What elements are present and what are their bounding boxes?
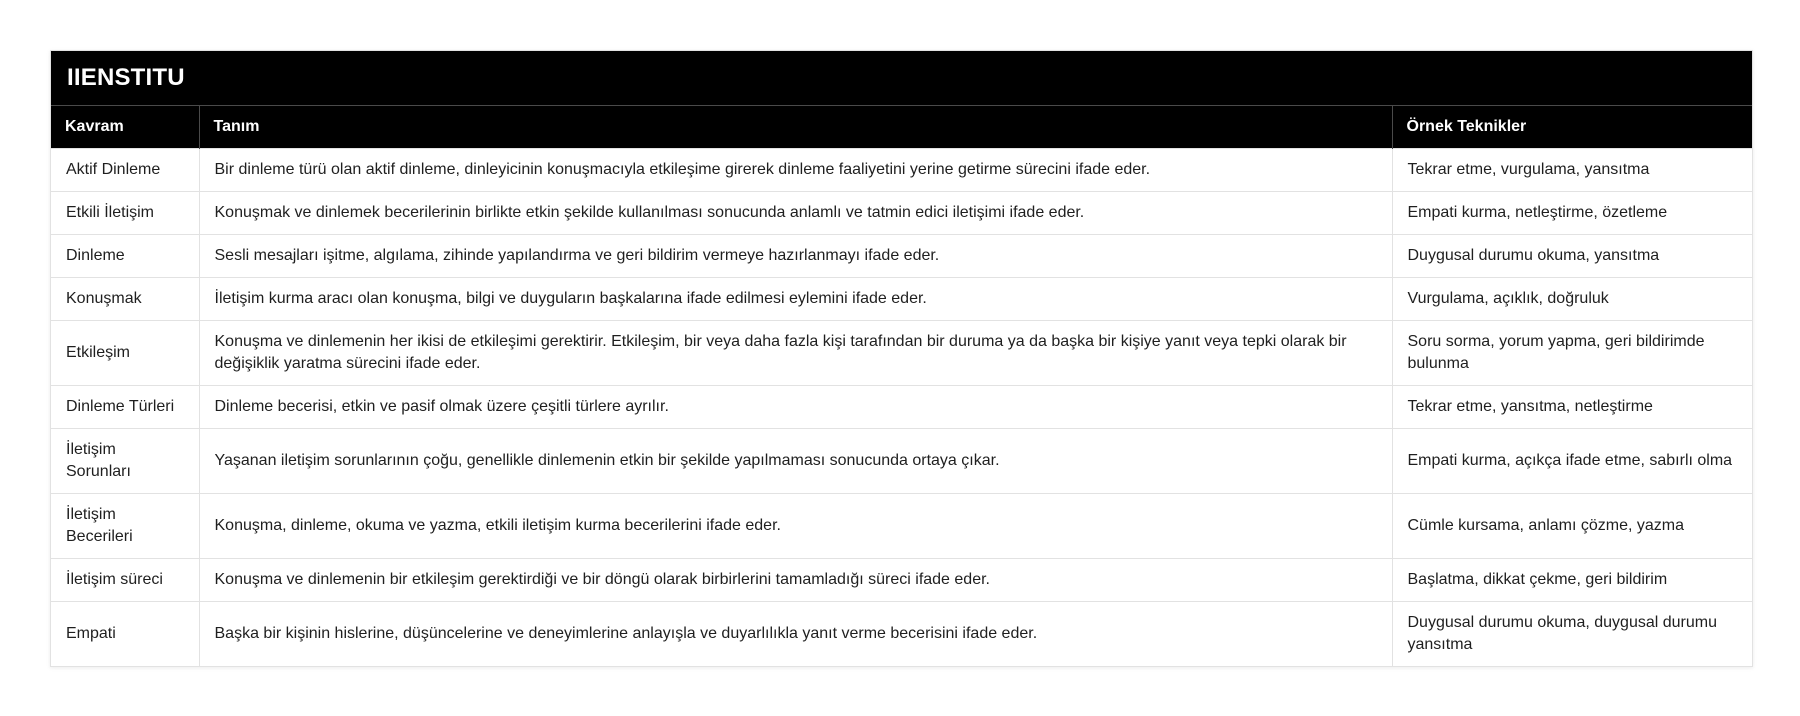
tanim-cell: Konuşmak ve dinlemek becerilerinin birlikte etkin şekilde kullanılması sonucunda anlamlı ve tatmin edici iletişimi ifade eder. — [199, 192, 1392, 235]
concept-table-card — [50, 50, 1753, 667]
kavram-cell: Empati — [51, 602, 199, 667]
kavram-cell: İletişim Becerileri — [51, 494, 199, 559]
table-row — [51, 429, 1752, 494]
table-row — [51, 149, 1752, 192]
table-row — [51, 278, 1752, 321]
concept-table — [51, 105, 1752, 666]
column-header-kavram: Kavram — [51, 106, 199, 149]
teknikler-cell: Cümle kursama, anlamı çözme, yazma — [1392, 494, 1752, 559]
teknikler-cell: Başlatma, dikkat çekme, geri bildirim — [1392, 559, 1752, 602]
kavram-cell: Etkileşim — [51, 321, 199, 386]
kavram-cell: İletişim Sorunları — [51, 429, 199, 494]
header-row — [51, 106, 1752, 149]
table-row — [51, 494, 1752, 559]
teknikler-cell: Empati kurma, açıkça ifade etme, sabırlı olma — [1392, 429, 1752, 494]
table-header — [51, 106, 1752, 149]
tanim-cell: Dinleme becerisi, etkin ve pasif olmak üzere çeşitli türlere ayrılır. — [199, 386, 1392, 429]
kavram-cell: İletişim süreci — [51, 559, 199, 602]
teknikler-cell: Soru sorma, yorum yapma, geri bildirimde bulunma — [1392, 321, 1752, 386]
column-header-tanim: Tanım — [199, 106, 1392, 149]
table-row — [51, 235, 1752, 278]
kavram-cell: Aktif Dinleme — [51, 149, 199, 192]
table-row — [51, 602, 1752, 667]
tanim-cell: Konuşma, dinleme, okuma ve yazma, etkili iletişim kurma becerilerini ifade eder. — [199, 494, 1392, 559]
teknikler-cell: Vurgulama, açıklık, doğruluk — [1392, 278, 1752, 321]
teknikler-cell: Tekrar etme, yansıtma, netleştirme — [1392, 386, 1752, 429]
teknikler-cell: Empati kurma, netleştirme, özetleme — [1392, 192, 1752, 235]
table-body — [51, 149, 1752, 667]
tanim-cell: Sesli mesajları işitme, algılama, zihinde yapılandırma ve geri bildirim vermeye hazırlanmayı ifade eder. — [199, 235, 1392, 278]
tanim-cell: Bir dinleme türü olan aktif dinleme, dinleyicinin konuşmacıyla etkileşime girerek dinleme faaliyetini yerine getirme sürecini ifade eder. — [199, 149, 1392, 192]
table-row — [51, 386, 1752, 429]
tanim-cell: Konuşma ve dinlemenin her ikisi de etkileşimi gerektirir. Etkileşim, bir veya daha fazla kişi tarafından bir duruma ya da başka bir kişiye yanıt veya tepki olarak bir değişiklik yaratma sürecini ifade eder. — [199, 321, 1392, 386]
table-row — [51, 321, 1752, 386]
column-header-ornek-teknikler: Örnek Teknikler — [1392, 106, 1752, 149]
table-title: IIENSTITU — [51, 51, 1752, 105]
tanim-cell: Konuşma ve dinlemenin bir etkileşim gerektirdiği ve bir döngü olarak birbirlerini tamamladığı süreci ifade eder. — [199, 559, 1392, 602]
tanim-cell: Yaşanan iletişim sorunlarının çoğu, genellikle dinlemenin etkin bir şekilde yapılmaması sonucunda ortaya çıkar. — [199, 429, 1392, 494]
kavram-cell: Etkili İletişim — [51, 192, 199, 235]
tanim-cell: İletişim kurma aracı olan konuşma, bilgi ve duyguların başkalarına ifade edilmesi eylemini ifade eder. — [199, 278, 1392, 321]
tanim-cell: Başka bir kişinin hislerine, düşüncelerine ve deneyimlerine anlayışla ve duyarlılıkla yanıt verme becerisini ifade eder. — [199, 602, 1392, 667]
table-row — [51, 192, 1752, 235]
kavram-cell: Konuşmak — [51, 278, 199, 321]
teknikler-cell: Duygusal durumu okuma, duygusal durumu yansıtma — [1392, 602, 1752, 667]
teknikler-cell: Tekrar etme, vurgulama, yansıtma — [1392, 149, 1752, 192]
kavram-cell: Dinleme Türleri — [51, 386, 199, 429]
kavram-cell: Dinleme — [51, 235, 199, 278]
table-row — [51, 559, 1752, 602]
teknikler-cell: Duygusal durumu okuma, yansıtma — [1392, 235, 1752, 278]
